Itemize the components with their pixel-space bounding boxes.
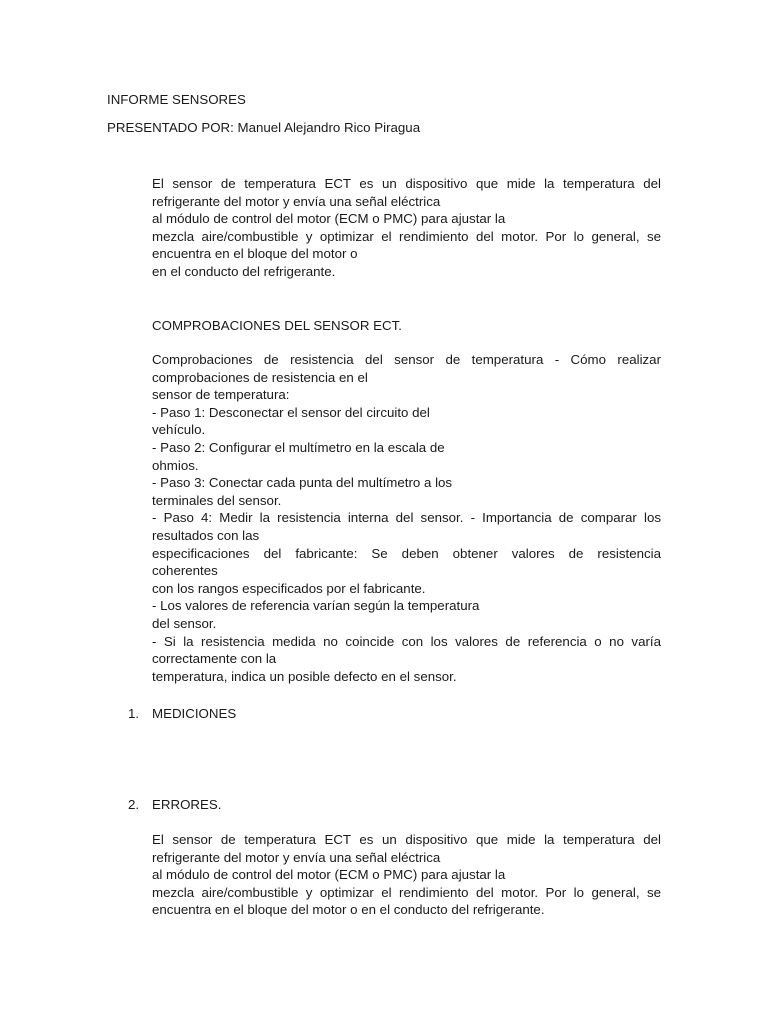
- paragraph-line: - Paso 4: Medir la resistencia interna del sensor. - Importancia de comparar los: [152, 510, 661, 526]
- paragraph-line: ohmios.: [152, 457, 199, 473]
- paragraph-line: en el conducto del refrigerante.: [152, 263, 336, 279]
- paragraph-line: sensor de temperatura:: [152, 387, 290, 403]
- paragraph-line: refrigerante del motor y envía una señal eléctrica: [152, 193, 441, 209]
- presented-by-line: PRESENTADO POR: Manuel Alejandro Rico Piragua: [107, 120, 421, 135]
- checks-paragraph: [152, 351, 661, 685]
- paragraph-line: mezcla aire/combustible y optimizar el rendimiento del motor. Por lo general, se: [152, 228, 661, 244]
- paragraph-line: vehículo.: [152, 422, 206, 438]
- intro-paragraph: [152, 175, 661, 281]
- paragraph-line: comprobaciones de resistencia en el: [152, 369, 368, 385]
- list-label: ERRORES.: [152, 797, 222, 812]
- paragraph-line: encuentra en el bloque del motor o en el conducto del refrigerante.: [152, 902, 545, 918]
- list-item-mediciones: [128, 705, 236, 723]
- paragraph-line: especificaciones del fabricante: Se deben obtener valores de resistencia: [152, 545, 661, 561]
- paragraph-line: refrigerante del motor y envía una señal eléctrica: [152, 849, 441, 865]
- paragraph-line: - Paso 2: Configurar el multímetro en la escala de: [152, 439, 445, 455]
- errors-paragraph: [152, 831, 661, 919]
- list-item-errores: [128, 796, 221, 814]
- paragraph-line: resultados con las: [152, 527, 260, 543]
- paragraph-line: coherentes: [152, 563, 218, 579]
- paragraph-line: - Paso 1: Desconectar el sensor del circuito del: [152, 404, 430, 420]
- paragraph-line: - Los valores de referencia varían según la temperatura: [152, 598, 480, 614]
- paragraph-line: El sensor de temperatura ECT es un dispositivo que mide la temperatura del: [152, 832, 661, 847]
- paragraph-line: temperatura, indica un posible defecto en el sensor.: [152, 668, 457, 684]
- section-heading-checks: COMPROBACIONES DEL SENSOR ECT.: [152, 318, 402, 333]
- paragraph-line: mezcla aire/combustible y optimizar el rendimiento del motor. Por lo general, se: [152, 884, 661, 900]
- paragraph-line: - Paso 3: Conectar cada punta del multímetro a los: [152, 475, 453, 491]
- paragraph-line: Comprobaciones de resistencia del sensor de temperatura - Cómo realizar: [152, 352, 661, 367]
- paragraph-line: - Si la resistencia medida no coincide con los valores de referencia o no varía: [152, 633, 661, 649]
- paragraph-line: El sensor de temperatura ECT es un dispositivo que mide la temperatura del: [152, 176, 661, 191]
- list-number: 2.: [128, 797, 140, 812]
- paragraph-line: al módulo de control del motor (ECM o PMC) para ajustar la: [152, 211, 506, 227]
- document-title: INFORME SENSORES: [107, 92, 246, 107]
- list-number: 1.: [128, 706, 140, 721]
- list-label: MEDICIONES: [152, 706, 237, 721]
- paragraph-line: con los rangos especificados por el fabricante.: [152, 580, 426, 596]
- paragraph-line: al módulo de control del motor (ECM o PMC) para ajustar la: [152, 867, 506, 883]
- paragraph-line: correctamente con la: [152, 651, 277, 667]
- paragraph-line: del sensor.: [152, 615, 217, 631]
- paragraph-line: terminales del sensor.: [152, 492, 282, 508]
- paragraph-line: encuentra en el bloque del motor o: [152, 246, 358, 262]
